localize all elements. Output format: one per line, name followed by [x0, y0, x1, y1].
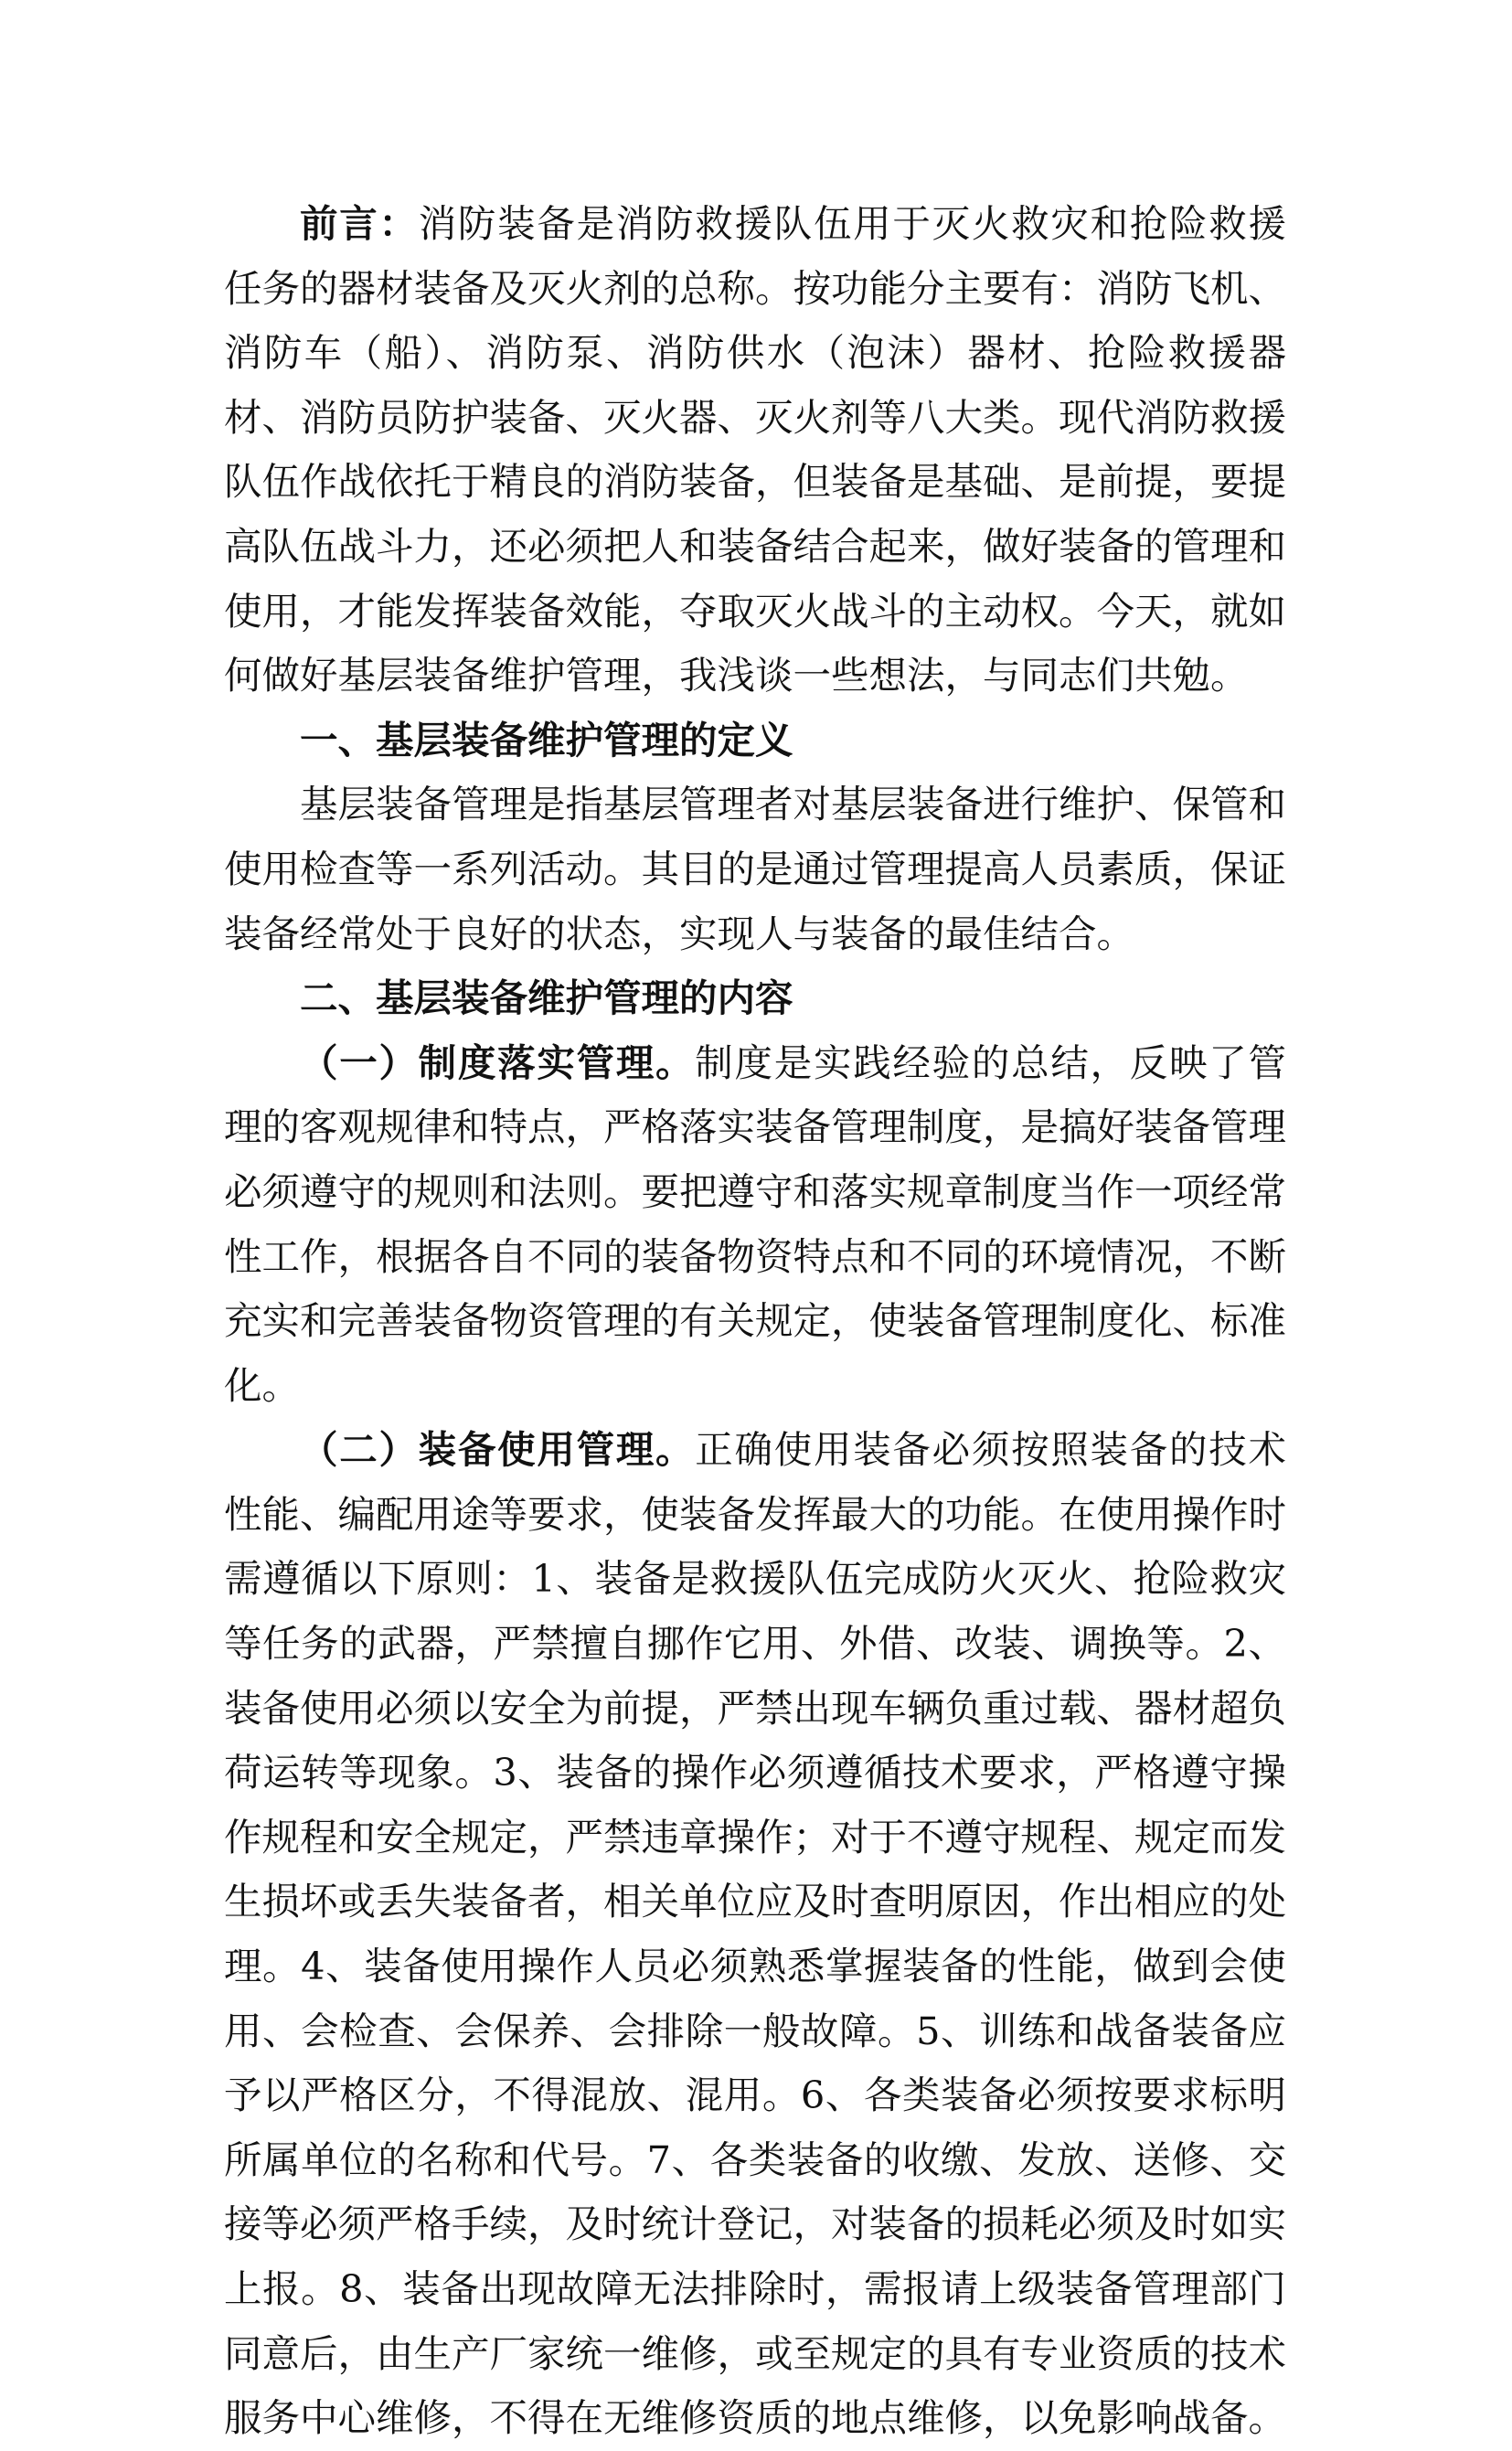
- section2-item-2: [224, 1418, 1286, 2451]
- section2-heading: 二、基层装备维护管理的内容: [300, 975, 793, 1021]
- preface-text: 消防装备是消防救援队伍用于灭火救灾和抢险救援任务的器材装备及灭火剂的总称。按功能分主要有：消防飞机、消防车（船）、消防泵、消防供水（泡沫）器材、抢险救援器材、消防员防护装备、灭火器、灭火剂等八大类。现代消防救援队伍作战依托于精良的消防装备，但装备是基础、是前提，要提高队伍战斗力，还必须把人和装备结合起来，做好装备的管理和使用，才能发挥装备效能，夺取灭火战斗的主动权。今天，就如何做好基层装备维护管理，我浅谈一些想法，与同志们共勉。: [224, 201, 1287, 698]
- section2-item-1: [224, 1031, 1286, 1419]
- item-2-text: 正确使用装备必须按照装备的技术性能、编配用途等要求，使装备发挥最大的功能。在使用操作时需遵循以下原则：1、装备是救援队伍完成防火灭火、抢险救灾等任务的武器，严禁擅自挪作它用、外借、改装、调换等。2、装备使用必须以安全为前提，严禁出现车辆负重过载、器材超负荷运转等现象。3、装备的操作必须遵循技术要求，严格遵守操作规程和安全规定，严禁违章操作；对于不遵守规程、规定而发生损坏或丢失装备者，相关单位应及时查明原因，作出相应的处理。4、装备使用操作人员必须熟悉掌握装备的性能，做到会使用、会检查、会保养、会排除一般故障。5、训练和战备装备应予以严格区分，不得混放、混用。6、各类装备必须按要求标明所属单位的名称和代号。7、各类装备的收缴、发放、送修、交接等必须严格手续，及时统计登记，对装备的损耗必须及时如实上报。8、装备出现故障无法排除时，需报请上级装备管理部门同意后，由生产厂家统一维修，或至规定的具有专业资质的技术服务中心维修，不得在无维修资质的地点维修，以免影响战备。: [224, 1427, 1287, 2441]
- document-page: [224, 192, 1286, 2451]
- preface-paragraph: [224, 192, 1286, 709]
- item-2-lead: （二）装备使用管理。: [300, 1427, 696, 1473]
- item-1-lead: （一）制度落实管理。: [300, 1039, 696, 1085]
- item-1-text: 制度是实践经验的总结，反映了管理的客观规律和特点，严格落实装备管理制度，是搞好装备管理必须遵守的规则和法则。要把遵守和落实规章制度当作一项经常性工作，根据各自不同的装备物资特点和不同的环境情况，不断充实和完善装备物资管理的有关规定，使装备管理制度化、标准化。: [224, 1039, 1287, 1408]
- preface-lead: 前言：: [300, 201, 419, 246]
- section1-paragraph: 基层装备管理是指基层管理者对基层装备进行维护、保管和使用检查等一系列活动。其目的是通过管理提高人员素质，保证装备经常处于良好的状态，实现人与装备的最佳结合。: [224, 782, 1287, 956]
- section1-heading: 一、基层装备维护管理的定义: [300, 717, 793, 762]
